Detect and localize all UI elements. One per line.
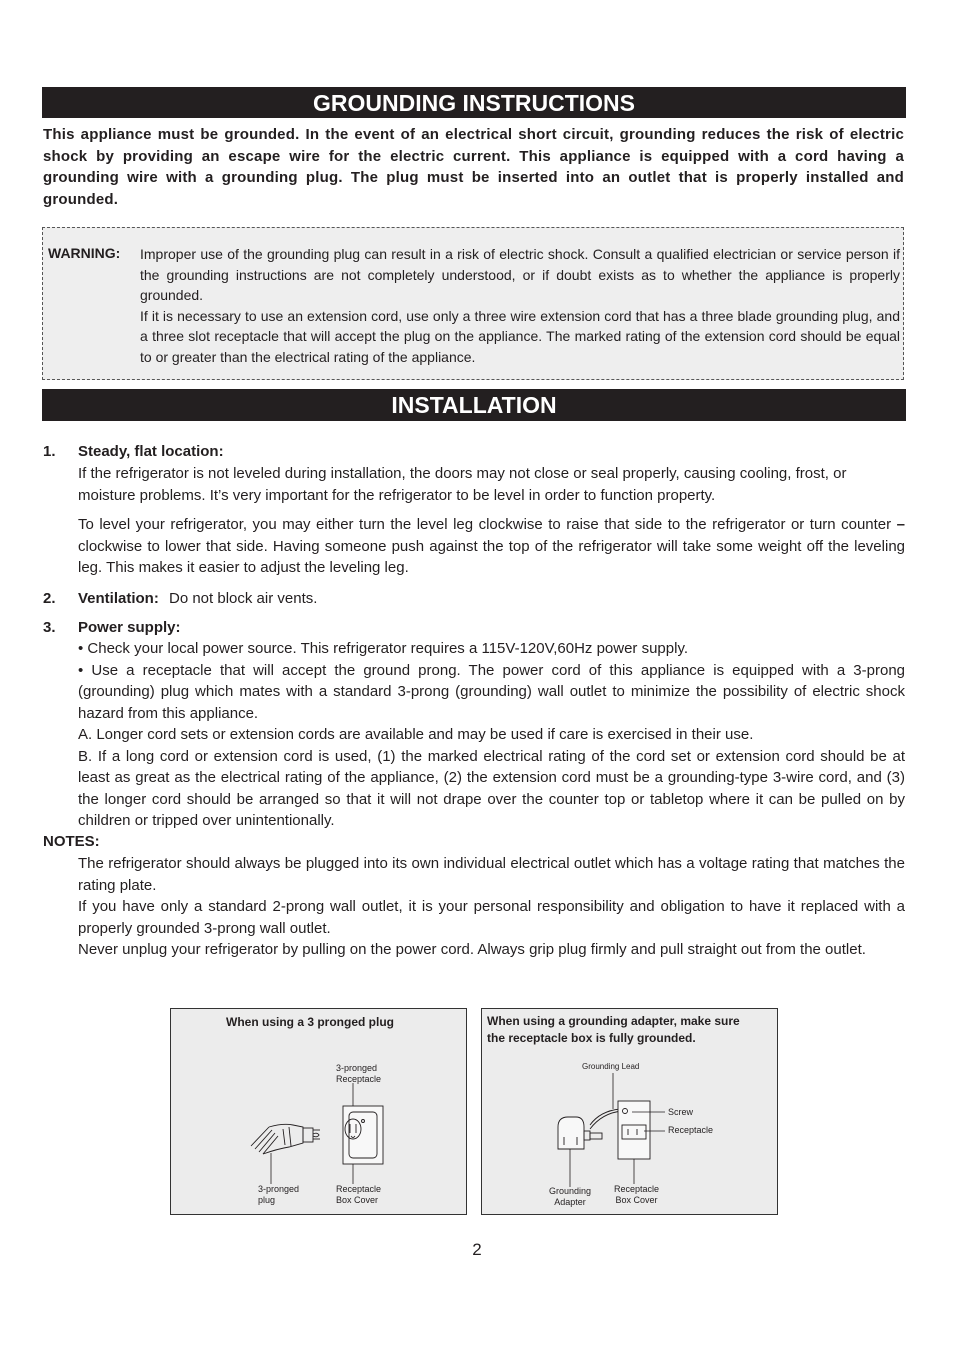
label-receptacle-box-cover-line-2: Box Cover <box>336 1195 379 1205</box>
note-2: If you have only a standard 2-prong wall outlet, it is your personal responsibility and obligation to have it replaced with a properly grounded 3-prong wall outlet. <box>78 898 905 937</box>
warning-label: WARNING: <box>48 245 121 261</box>
label-3-pronged-receptacle-line-2: Receptacle <box>336 1074 382 1084</box>
item-3-number: 3. <box>43 619 56 636</box>
item-2-text: Do not block air vents. <box>169 590 318 607</box>
warning-box <box>42 227 904 380</box>
notes-label: NOTES: <box>43 833 100 850</box>
label-3-pronged-receptacle <box>336 1063 381 1085</box>
grounding-intro: This appliance must be grounded. In the event of an electrical short circuit, grounding reduces the risk of electric shock by providing an escape wire for the electric current. This appliance is equipped with a cord having a grounding wire with a grounding plug. The plug must be inserted into an outlet that is properly installed and grounded. <box>43 126 904 208</box>
label-receptacle-box-cover-2-line-1: Receptacle <box>614 1184 660 1194</box>
item-1-paragraph-2-part-a: To level your refrigerator, you may either turn the level leg clockwise to raise that side to the refrigerator or turn counter <box>78 516 892 533</box>
figure-grounding-adapter <box>481 1008 778 1215</box>
item-1-paragraph-2-part-b: clockwise to lower that side. Having someone push against the top of the refrigerator will take some weight off the leveling leg. This makes it easier to adjust the leveling leg. <box>78 537 905 576</box>
item-3-point-a: A. Longer cord sets or extension cords are available and may be used if care is exercised in their use. <box>78 726 754 743</box>
note-1: The refrigerator should always be plugged into its own individual electrical outlet which has a voltage rating that matches the rating plate. <box>78 855 905 894</box>
figure-1-illustration <box>171 1009 468 1216</box>
plug-icon <box>251 1124 320 1154</box>
label-3-pronged-plug-line-2: plug <box>258 1195 276 1205</box>
figure-3-pronged-plug <box>170 1008 467 1215</box>
grounding-adapter-icon <box>558 1109 622 1149</box>
warning-paragraph-2: If it is necessary to use an extension cord, use only a three wire extension cord that has a three blade grounding plug, and a three slot receptacle that will accept the plug on the appliance. The marked rating of the extension cord should be equal to or greater than the electrical rating of the appliance. <box>140 307 900 365</box>
label-grounding-lead: Grounding Lead <box>582 1062 640 1071</box>
item-1-heading: Steady, flat location: <box>78 443 224 460</box>
label-grounding-adapter-line-2: Adapter <box>554 1197 586 1207</box>
receptacle-box-icon <box>618 1101 650 1159</box>
figure-2-title-line-1: When using a grounding adapter, make sure <box>487 1014 740 1028</box>
item-2-number: 2. <box>43 590 56 607</box>
item-3-point-b: B. If a long cord or extension cord is used, (1) the marked electrical rating of the cord set or extension cord should be at least as great as the electrical rating of the appliance, (2) the extension cord must be a grounding-type 3-wire cord, and (3) the longer cord should be arranged so that it will not drape over the counter top or tabletop where it can be pulled on by children or tripped over unintentionally. <box>78 747 905 829</box>
item-3-heading: Power supply: <box>78 619 181 636</box>
item-1-paragraph-2 <box>78 514 905 579</box>
label-3-pronged-plug <box>258 1184 299 1206</box>
label-receptacle: Receptacle <box>668 1125 714 1135</box>
label-grounding-adapter <box>549 1186 591 1208</box>
label-receptacle-box-cover-2 <box>614 1184 659 1206</box>
installation-heading: INSTALLATION <box>42 389 906 421</box>
item-3-bullet-2: • Use a receptacle that will accept the ground prong. The power cord of this appliance is equipped with a 3-prong (grounding) plug which mates with a standard 3-prong (grounding) wall outlet to minimize the possibility of electric shock hazard from this appliance. <box>78 661 905 722</box>
figure-2-title-line-2: the receptacle box is fully grounded. <box>487 1031 696 1045</box>
receptacle-icon <box>343 1106 383 1164</box>
label-3-pronged-plug-line-1: 3-pronged <box>258 1184 300 1194</box>
warning-paragraph-1: Improper use of the grounding plug can result in a risk of electric shock. Consult a qualified electrician or service person if the grounding instructions are not completely understood, or if doubt exists as to whether the appliance is properly grounded. <box>140 246 900 303</box>
page-number: 2 <box>472 1240 482 1259</box>
label-grounding-adapter-line-1: Grounding <box>549 1186 592 1196</box>
note-3: Never unplug your refrigerator by pulling on the power cord. Always grip plug firmly and pull straight out from the outlet. <box>78 941 866 958</box>
label-receptacle-box-cover-line-1: Receptacle <box>336 1184 382 1194</box>
item-3-body <box>78 638 905 832</box>
notes-body <box>78 853 905 961</box>
item-3-bullet-1: • Check your local power source. This refrigerator requires a 115V-120V,60Hz power supply. <box>78 640 689 657</box>
label-screw: Screw <box>668 1107 694 1117</box>
label-3-pronged-receptacle-line-1: 3-pronged <box>336 1063 378 1073</box>
label-receptacle-box-cover <box>336 1184 381 1206</box>
figure-1-title: When using a 3 pronged plug <box>226 1015 394 1029</box>
warning-text <box>140 244 900 367</box>
item-2-heading: Ventilation: <box>78 590 159 607</box>
item-1-paragraph-1: If the refrigerator is not leveled during installation, the doors may not close or seal properly, causing cooling, frost, or moisture problems. It’s very important for the refrigerator to be level in order to function property. <box>78 465 847 504</box>
item-1-dash: – <box>896 516 905 533</box>
label-receptacle-box-cover-2-line-2: Box Cover <box>615 1195 658 1205</box>
grounding-instructions-heading: GROUNDING INSTRUCTIONS <box>42 87 906 118</box>
item-1-number: 1. <box>43 443 56 460</box>
